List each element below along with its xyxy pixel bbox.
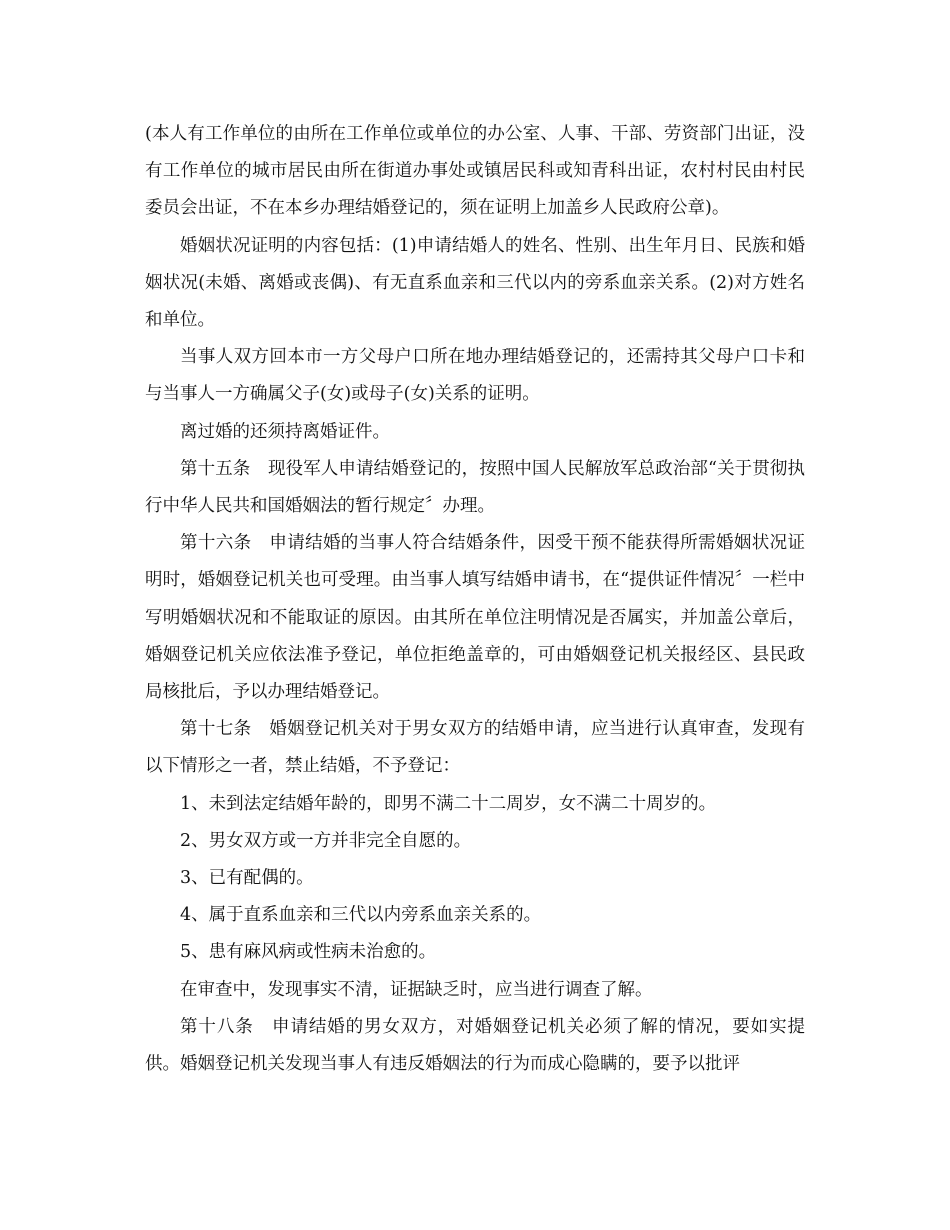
list-item-5: 5、患有麻风病或性病未治愈的。 [180,942,437,963]
list-item-2: 2、男女双方或一方并非完全自愿的。 [180,830,472,851]
paragraph-article-17: 第十七条 婚姻登记机关对于男女双方的结婚申请，应当进行认真审查，发现有以下情形之一者，禁止结婚，不予登记： [145,719,805,777]
paragraph-divorce-certificate: 离过婚的还须持离婚证件。 [180,421,390,442]
paragraph-investigation: 在审查中，发现事实不清，证据缺乏时，应当进行调查了解。 [180,979,653,1000]
paragraph-article-15: 第十五条 现役军人申请结婚登记的，按照中国人民解放军总政治部“关于贯彻执行中华人民共和国婚姻法的暂行规定〞办理。 [145,458,805,517]
paragraph-marital-status-content: 婚姻状况证明的内容包括：(1)申请结婚人的姓名、性别、出生年月日、民族和婚姻状况(未婚、离婚或丧偶)、有无直系血亲和三代以内的旁系血亲关系。(2)对方姓名和单位。 [145,235,805,331]
document-page [145,116,805,1083]
paragraph-article-16: 第十六条 申请结婚的当事人符合结婚条件，因受干预不能获得所需婚姻状况证明时，婚姻登记机关也可受理。由当事人填写结婚申请书，在“提供证件情况〞一栏中写明婚姻状况和不能取证的原因。由其所在单位注明情况是否属实，并加盖公章后，婚姻登记机关应依法准予登记，单位拒绝盖章的，可由婚姻登记机关报经区、县民政局核批后，予以办理结婚登记。 [145,533,805,703]
paragraph-article-18: 第十八条 申请结婚的男女双方，对婚姻登记机关必须了解的情况，要如实提供。婚姻登记机关发现当事人有违反婚姻法的行为而成心隐瞒的，要予以批评 [145,1016,805,1075]
paragraph-parents-household: 当事人双方回本市一方父母户口所在地办理结婚登记的，还需持其父母户口卡和与当事人一方确属父子(女)或母子(女)关系的证明。 [145,347,805,405]
paragraph-certificate-issuer: (本人有工作单位的由所在工作单位或单位的办公室、人事、干部、劳资部门出证，没有工作单位的城市居民由所在街道办事处或镇居民科或知青科出证，农村村民由村民委员会出证，不在本乡办理结婚登记的，须在证明上加盖乡人民政府公章)。 [145,124,805,219]
list-item-1: 1、未到法定结婚年龄的，即男不满二十二周岁，女不满二十周岁的。 [180,793,717,814]
list-item-4: 4、属于直系血亲和三代以内旁系血亲关系的。 [180,905,542,926]
list-item-3: 3、已有配偶的。 [180,868,314,889]
